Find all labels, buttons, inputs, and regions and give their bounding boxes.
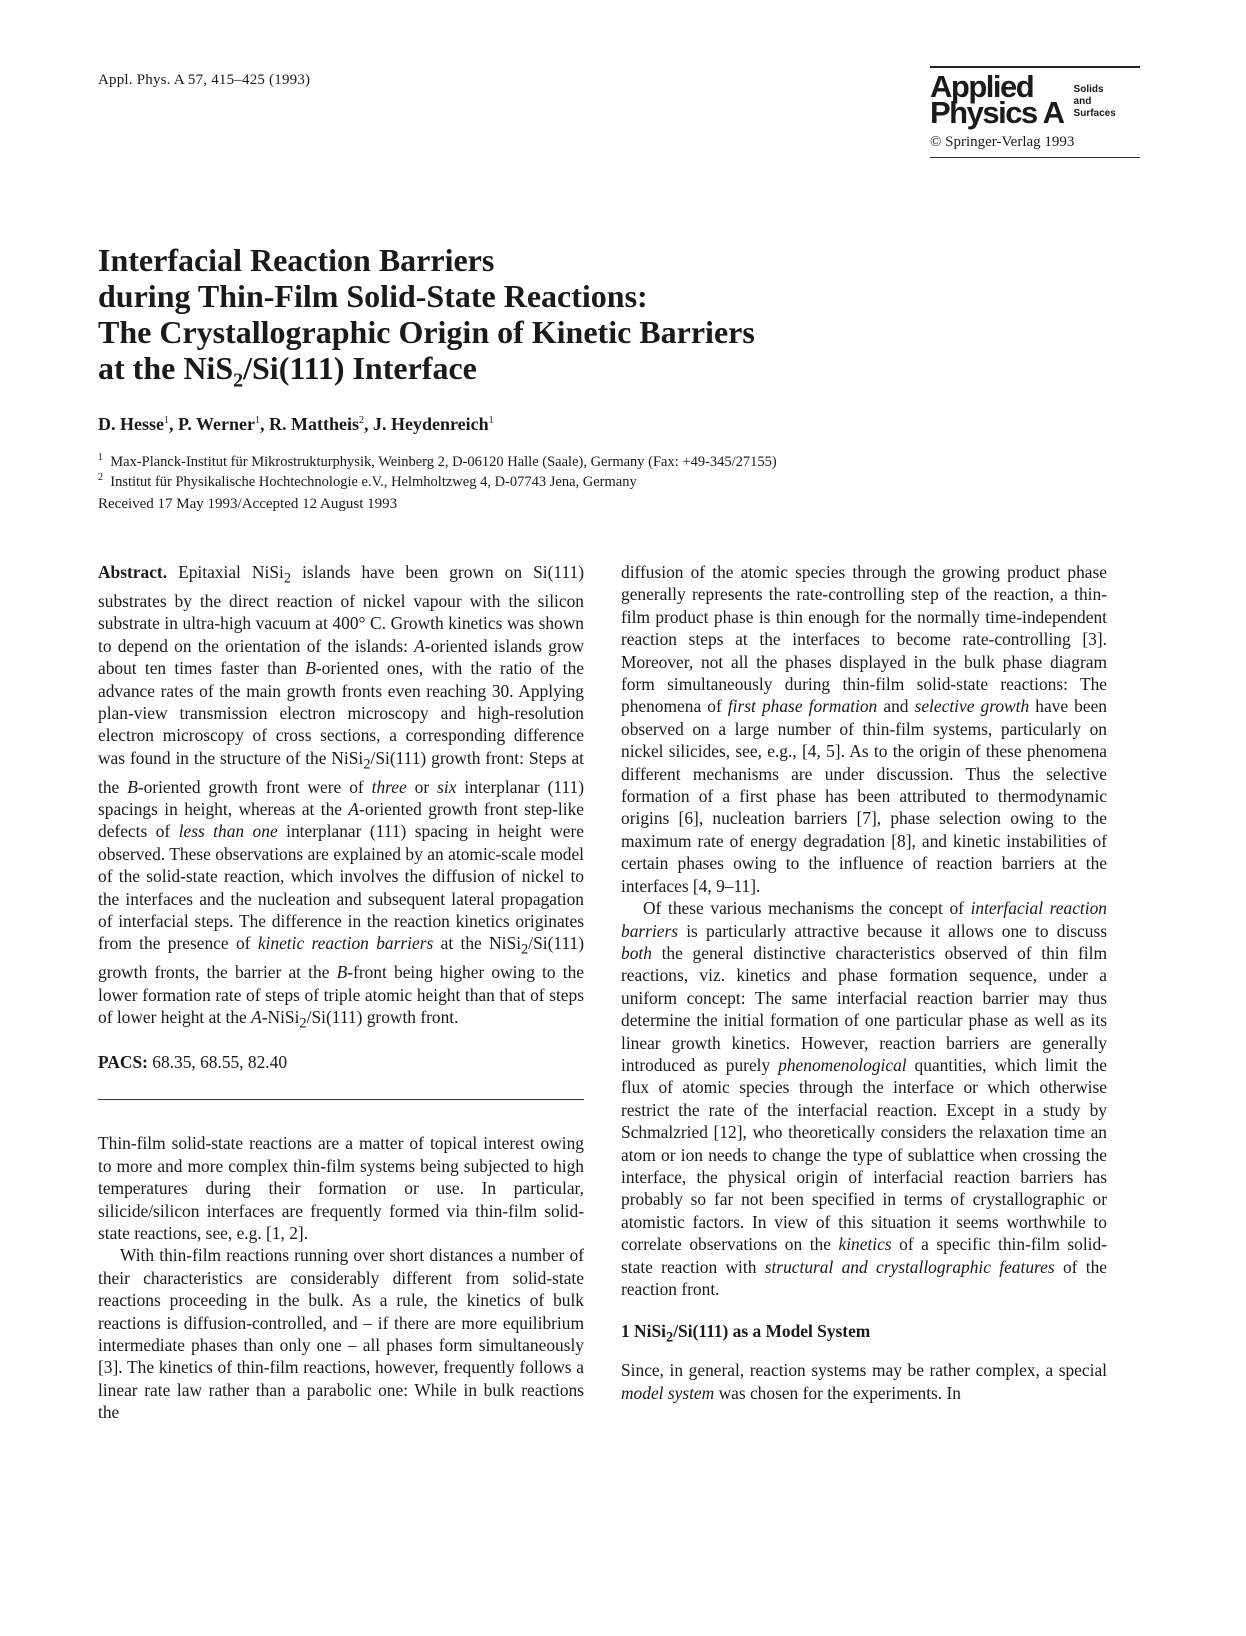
affiliation: $^2$ Institut für Physikalische Hochtechnologie e.V., Helmholtzweg 4, D-07743 Jena, Germany <box>98 472 637 490</box>
author-name: R. Mattheis <box>269 414 359 434</box>
journal-citation: Appl. Phys. A 57, 415–425 (1993) <box>98 72 311 88</box>
journal-logo: Applied Physics A <box>930 69 1064 130</box>
author-name: J. Heydenreich <box>372 414 489 434</box>
intro-paragraph: diffusion of the atomic species through the growing product phase generally represents the rate-controlling step of the reaction, a thin-film product phase is thin enough for the normally time-independent reaction steps at the interfaces to become rate-controlling [3]. Moreover, not all the phases displayed in the bulk phase diagram form simultaneously during thin-film solid-state reactions: The phenomena of first phase formation and selective growth have been observed on a large number of thin-film systems, particularly on nickel silicides, see, e.g., [4, 5]. As to the origin of these phenomena different mechanisms are under discussion. Thus the selective formation of a first phase has been attributed to thermodynamic origins [6], nucleation barriers [7], phase selection owing to the maximum rate of energy degradation [8], and kinetic instabilities of certain phases owing to the influence of reaction barriers at the interfaces [4, 9–11]. <box>621 562 1108 896</box>
affiliation: $^1$ Max-Planck-Institut für Mikrostrukturphysik, Weinberg 2, D-06120 Halle (Saale), Germany (Fax: +49-345/27155) <box>98 452 777 470</box>
author-list: D. Hesse$^1$, P. Werner$^1$, R. Mattheis$^2$, J. Heydenreich$^1$ <box>98 414 494 434</box>
copyright: © Springer-Verlag 1993 <box>930 134 1075 150</box>
left-column <box>98 561 584 1424</box>
intro-paragraph: Thin-film solid-state reactions are a matter of topical interest owing to more and more complex thin-film systems being subjected to high temperatures during their formation or use. In particular, silicide/silicon interfaces are frequently formed via thin-film solid-state reactions, see, e.g. [1, 2]. <box>98 1133 584 1244</box>
section-heading: 1 NiSi$_2$/Si(111) as a Model System <box>621 1321 871 1346</box>
journal-brand <box>930 66 1140 158</box>
intro-paragraph: With thin-film reactions running over short distances a number of their characteristics are considerably different from solid-state reactions proceeding in the bulk. As a rule, the kinetics of bulk reactions is diffusion-controlled, and – if there are more equilibrium intermediate phases than only one – all phases form simultaneously [3]. The kinetics of thin-film reactions, however, frequently follows a linear rate law rather than a parabolic one: While in bulk reactions the <box>98 1245 584 1423</box>
intro-paragraph: Of these various mechanisms the concept of interfacial reaction barriers is particularly attractive because it allows one to discuss both the general distinctive characteristics observed of thin film reactions, viz. kinetics and phase formation sequence, under a uniform concept: The same interfacial reaction barrier may thus determine the initial formation of one particular phase as well as its linear growth kinetics. However, reaction barriers are generally introduced as purely phenomenological quantities, which limit the flux of atomic species through the interface or which otherwise restrict the rate of the interfacial reaction. Except in a study by Schmalzried [12], who theoretically considers the relaxation time an atom or ion needs to change the type of sublattice when crossing the interface, the physical origin of interfacial reaction barriers has probably so far not been specified in terms of crystallographic or atomistic factors. In view of this situation it seems worthwhile to correlate observations on the kinetics of a specific thin-film solid-state reaction with structural and crystallographic features of the reaction front. <box>621 898 1107 1299</box>
right-column <box>621 561 1107 1404</box>
brand-bottom-rule <box>930 157 1140 158</box>
section-paragraph: Since, in general, reaction systems may be rather complex, a special model system was chosen for the experiments. In <box>621 1360 1107 1403</box>
brand-top-rule <box>930 66 1140 68</box>
pacs-codes: PACS: 68.35, 68.55, 82.40 <box>98 1052 288 1072</box>
author-name: D. Hesse <box>98 414 164 434</box>
abstract: Abstract. Epitaxial NiSi$_2$ islands have been grown on Si(111) substrates by the direct reaction of nickel vapour with the silicon substrate in ultra-high vacuum at 400° C. Growth kinetics was shown to depend on the orientation of the islands: A-oriented islands grow about ten times faster than B-oriented ones, with the ratio of the advance rates of the main growth fronts even reaching 30. Applying plan-view transmission electron microscopy and high-resolution electron microscopy of cross sections, a corresponding difference was found in the structure of the NiSi$_2$/Si(111) growth front: Steps at the B-oriented growth front were of three or six interplanar (111) spacings in height, whereas at the A-oriented growth front step-like defects of less than one interplanar (111) spacing in height were observed. These observations are explained by an atomic-scale model of the solid-state reaction, which involves the diffusion of nickel to the interfaces and the nucleation and subsequent lateral propagation of interfacial steps. The difference in the reaction kinetics originates from the presence of kinetic reaction barriers at the NiSi$_2$/Si(111) growth fronts, the barrier at the B-front being higher owing to the lower formation rate of steps of triple atomic height than that of steps of lower height at the A-NiSi$_2$/Si(111) growth front. <box>98 562 585 1032</box>
article-title: Interfacial Reaction Barriers during Thin-Film Solid-State Reactions: The Crystallographic Origin of Kinetic Barriers at the NiS$_2$/Si(111) Interface <box>98 242 755 392</box>
received-date: Received 17 May 1993/Accepted 12 August 1993 <box>98 496 398 512</box>
author-name: P. Werner <box>178 414 255 434</box>
abstract-divider <box>98 1099 584 1100</box>
journal-section: Solids and Surfaces <box>1073 84 1116 119</box>
